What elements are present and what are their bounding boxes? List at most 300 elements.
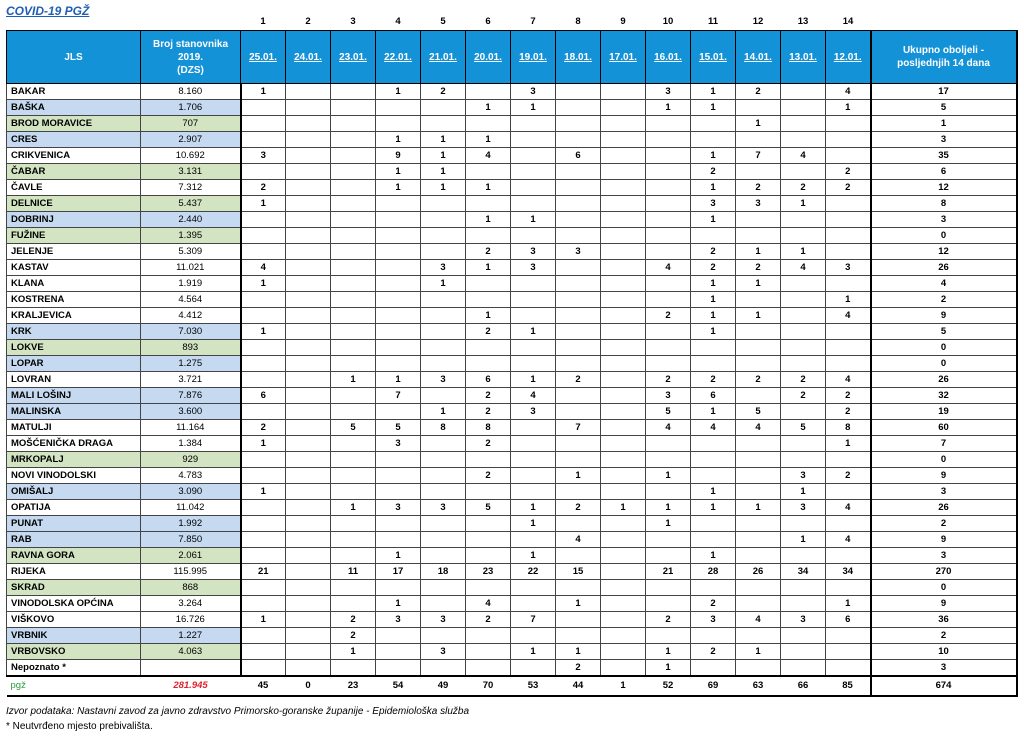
daily-cases-cell <box>466 660 511 677</box>
table-row <box>7 276 1017 292</box>
daily-cases-cell <box>601 196 646 212</box>
sum-daily-cell: 23 <box>331 676 376 696</box>
daily-cases-cell <box>646 164 691 180</box>
daily-cases-cell <box>646 148 691 164</box>
daily-cases-cell: 1 <box>736 644 781 660</box>
daily-cases-cell: 3 <box>421 612 466 628</box>
daily-cases-cell: 2 <box>421 84 466 100</box>
daily-cases-cell: 4 <box>646 420 691 436</box>
daily-cases-cell: 2 <box>331 628 376 644</box>
daily-cases-cell <box>736 628 781 644</box>
municipality-name: KRK <box>7 324 141 340</box>
daily-cases-cell: 1 <box>691 276 736 292</box>
total-cases-cell: 8 <box>871 196 1017 212</box>
daily-cases-cell <box>421 116 466 132</box>
daily-cases-cell: 4 <box>826 308 871 324</box>
daily-cases-cell <box>826 548 871 564</box>
daily-cases-cell <box>331 308 376 324</box>
daily-cases-cell: 1 <box>781 196 826 212</box>
daily-cases-cell <box>601 580 646 596</box>
daily-cases-cell <box>241 164 286 180</box>
daily-cases-cell <box>511 164 556 180</box>
municipality-name: KLANA <box>7 276 141 292</box>
daily-cases-cell <box>511 228 556 244</box>
municipality-name: LOVRAN <box>7 372 141 388</box>
table-row <box>7 100 1017 116</box>
sum-daily-cell: 63 <box>736 676 781 696</box>
table-row <box>7 292 1017 308</box>
daily-cases-cell <box>241 660 286 677</box>
daily-cases-cell <box>736 516 781 532</box>
daily-cases-cell <box>601 628 646 644</box>
daily-cases-cell <box>601 404 646 420</box>
municipality-name: KRALJEVICA <box>7 308 141 324</box>
population-cell: 4.063 <box>141 644 241 660</box>
daily-cases-cell: 23 <box>466 564 511 580</box>
population-cell: 8.160 <box>141 84 241 100</box>
table-row <box>7 452 1017 468</box>
sum-daily-cell: 70 <box>466 676 511 696</box>
daily-cases-cell <box>286 644 331 660</box>
daily-cases-cell <box>421 212 466 228</box>
daily-cases-cell: 3 <box>646 388 691 404</box>
daily-cases-cell <box>286 100 331 116</box>
daily-cases-cell <box>286 500 331 516</box>
population-cell: 11.164 <box>141 420 241 436</box>
daily-cases-cell: 3 <box>511 260 556 276</box>
daily-cases-cell <box>421 292 466 308</box>
daily-cases-cell: 1 <box>376 548 421 564</box>
daily-cases-cell: 1 <box>691 148 736 164</box>
daily-cases-cell: 2 <box>781 180 826 196</box>
daily-cases-cell <box>331 244 376 260</box>
daily-cases-cell <box>421 388 466 404</box>
population-cell: 11.042 <box>141 500 241 516</box>
daily-cases-cell <box>826 580 871 596</box>
daily-cases-cell <box>736 212 781 228</box>
daily-cases-cell: 6 <box>466 372 511 388</box>
daily-cases-cell <box>556 612 601 628</box>
table-row <box>7 612 1017 628</box>
date-header: 17.01. <box>601 31 646 84</box>
daily-cases-cell <box>286 212 331 228</box>
daily-cases-cell <box>826 324 871 340</box>
daily-cases-cell <box>466 292 511 308</box>
daily-cases-cell <box>466 116 511 132</box>
daily-cases-cell <box>781 228 826 244</box>
daily-cases-cell <box>331 260 376 276</box>
daily-cases-cell <box>736 228 781 244</box>
daily-cases-cell <box>736 324 781 340</box>
daily-cases-cell: 2 <box>736 180 781 196</box>
sum-daily-cell: 45 <box>241 676 286 696</box>
table-row <box>7 116 1017 132</box>
total-header-line2: posljednjih 14 dana <box>897 58 990 69</box>
daily-cases-cell <box>466 484 511 500</box>
daily-cases-cell: 6 <box>691 388 736 404</box>
daily-cases-cell <box>646 532 691 548</box>
daily-cases-cell <box>286 516 331 532</box>
daily-cases-cell <box>286 628 331 644</box>
daily-cases-cell <box>331 484 376 500</box>
daily-cases-cell <box>466 580 511 596</box>
daily-cases-cell <box>556 452 601 468</box>
daily-cases-cell: 2 <box>331 612 376 628</box>
municipality-name: CRIKVENICA <box>7 148 141 164</box>
source-note: Izvor podataka: Nastavni zavod za javno zdravstvo Primorsko-goranske županije - Epidemiološka služba <box>6 706 470 717</box>
daily-cases-cell <box>691 516 736 532</box>
daily-cases-cell <box>511 340 556 356</box>
daily-cases-cell: 4 <box>556 532 601 548</box>
daily-cases-cell <box>601 132 646 148</box>
daily-cases-cell: 3 <box>421 500 466 516</box>
daily-cases-cell <box>826 116 871 132</box>
total-cases-cell: 5 <box>871 100 1017 116</box>
daily-cases-cell: 2 <box>466 244 511 260</box>
daily-cases-cell: 3 <box>511 244 556 260</box>
daily-cases-cell: 1 <box>241 436 286 452</box>
daily-cases-cell: 1 <box>691 212 736 228</box>
daily-cases-cell: 2 <box>556 660 601 677</box>
daily-cases-cell: 3 <box>376 436 421 452</box>
daily-cases-cell: 4 <box>736 612 781 628</box>
daily-cases-cell <box>691 436 736 452</box>
table-row <box>7 404 1017 420</box>
daily-cases-cell: 2 <box>781 388 826 404</box>
daily-cases-cell <box>601 548 646 564</box>
daily-cases-cell <box>691 468 736 484</box>
date-header: 18.01. <box>556 31 601 84</box>
daily-cases-cell <box>601 564 646 580</box>
total-cases-cell: 17 <box>871 84 1017 100</box>
sum-daily-cell: 49 <box>421 676 466 696</box>
daily-cases-cell <box>421 436 466 452</box>
daily-cases-cell <box>376 628 421 644</box>
municipality-name: VRBOVSKO <box>7 644 141 660</box>
daily-cases-cell: 1 <box>691 404 736 420</box>
population-cell: 4.412 <box>141 308 241 324</box>
day-number-row <box>7 14 1017 31</box>
population-cell: 1.919 <box>141 276 241 292</box>
daily-cases-cell: 1 <box>646 100 691 116</box>
daily-cases-cell <box>376 292 421 308</box>
daily-cases-cell: 1 <box>511 644 556 660</box>
daily-cases-cell <box>736 468 781 484</box>
daily-cases-cell <box>601 308 646 324</box>
daily-cases-cell <box>286 356 331 372</box>
daily-cases-cell <box>691 532 736 548</box>
daily-cases-cell <box>556 84 601 100</box>
daily-cases-cell <box>511 196 556 212</box>
total-cases-cell: 26 <box>871 260 1017 276</box>
daily-cases-cell <box>781 580 826 596</box>
daily-cases-cell: 5 <box>376 420 421 436</box>
date-header: 13.01. <box>781 31 826 84</box>
table-row <box>7 580 1017 596</box>
population-cell: 1.395 <box>141 228 241 244</box>
population-cell: 707 <box>141 116 241 132</box>
day-number: 4 <box>395 16 401 27</box>
daily-cases-cell: 3 <box>511 84 556 100</box>
unknown-residence-note: * Neutvrđeno mjesto prebivališta. <box>6 721 153 732</box>
table-row <box>7 244 1017 260</box>
daily-cases-cell <box>241 468 286 484</box>
daily-cases-cell <box>511 660 556 677</box>
daily-cases-cell: 21 <box>646 564 691 580</box>
daily-cases-cell <box>556 436 601 452</box>
daily-cases-cell <box>241 644 286 660</box>
daily-cases-cell <box>331 276 376 292</box>
municipality-name: PUNAT <box>7 516 141 532</box>
daily-cases-cell: 2 <box>826 404 871 420</box>
daily-cases-cell <box>376 100 421 116</box>
population-cell: 115.995 <box>141 564 241 580</box>
daily-cases-cell <box>286 292 331 308</box>
daily-cases-cell <box>241 116 286 132</box>
daily-cases-cell: 1 <box>241 484 286 500</box>
daily-cases-cell <box>331 388 376 404</box>
daily-cases-cell: 2 <box>646 612 691 628</box>
daily-cases-cell <box>781 452 826 468</box>
daily-cases-cell <box>331 148 376 164</box>
daily-cases-cell: 1 <box>241 324 286 340</box>
daily-cases-cell <box>826 356 871 372</box>
daily-cases-cell: 1 <box>556 468 601 484</box>
municipality-name: ČAVLE <box>7 180 141 196</box>
population-cell: 1.384 <box>141 436 241 452</box>
daily-cases-cell <box>556 292 601 308</box>
municipality-name: VIŠKOVO <box>7 612 141 628</box>
daily-cases-cell <box>376 228 421 244</box>
daily-cases-cell <box>646 548 691 564</box>
daily-cases-cell <box>286 196 331 212</box>
table-row <box>7 132 1017 148</box>
table-row <box>7 500 1017 516</box>
daily-cases-cell <box>556 212 601 228</box>
sum-daily-cell: 1 <box>601 676 646 696</box>
sum-row <box>7 676 1017 696</box>
daily-cases-cell: 1 <box>331 372 376 388</box>
table-row <box>7 228 1017 244</box>
sum-label: pgž <box>7 676 141 696</box>
daily-cases-cell <box>421 660 466 677</box>
day-number: 14 <box>842 16 854 27</box>
daily-cases-cell <box>511 180 556 196</box>
population-cell: 3.721 <box>141 372 241 388</box>
daily-cases-cell <box>556 404 601 420</box>
total-cases-cell: 3 <box>871 212 1017 228</box>
daily-cases-cell <box>601 212 646 228</box>
total-header-line1: Ukupno oboljeli - <box>902 45 985 56</box>
daily-cases-cell <box>511 580 556 596</box>
daily-cases-cell: 2 <box>646 308 691 324</box>
municipality-name: NOVI VINODOLSKI <box>7 468 141 484</box>
municipality-name: Nepoznato * <box>7 660 141 677</box>
daily-cases-cell: 1 <box>511 548 556 564</box>
population-cell: 7.850 <box>141 532 241 548</box>
daily-cases-cell: 1 <box>691 308 736 324</box>
daily-cases-cell <box>511 532 556 548</box>
daily-cases-cell <box>376 468 421 484</box>
daily-cases-cell: 4 <box>781 260 826 276</box>
daily-cases-cell: 1 <box>556 596 601 612</box>
daily-cases-cell <box>511 420 556 436</box>
daily-cases-cell <box>421 468 466 484</box>
daily-cases-cell <box>241 356 286 372</box>
population-cell: 1.992 <box>141 516 241 532</box>
daily-cases-cell: 1 <box>241 196 286 212</box>
daily-cases-cell <box>691 580 736 596</box>
daily-cases-cell: 18 <box>421 564 466 580</box>
daily-cases-cell <box>691 452 736 468</box>
daily-cases-cell <box>826 132 871 148</box>
table-row <box>7 164 1017 180</box>
total-cases-cell: 270 <box>871 564 1017 580</box>
daily-cases-cell <box>286 660 331 677</box>
day-number: 8 <box>575 16 581 27</box>
daily-cases-cell <box>331 596 376 612</box>
sum-population: 281.945 <box>141 676 241 696</box>
daily-cases-cell <box>286 548 331 564</box>
daily-cases-cell <box>736 484 781 500</box>
daily-cases-cell: 2 <box>646 372 691 388</box>
daily-cases-cell: 1 <box>376 180 421 196</box>
population-cell: 7.876 <box>141 388 241 404</box>
daily-cases-cell: 2 <box>826 164 871 180</box>
daily-cases-cell <box>691 116 736 132</box>
total-cases-cell: 0 <box>871 580 1017 596</box>
daily-cases-cell <box>286 388 331 404</box>
municipality-name: LOKVE <box>7 340 141 356</box>
daily-cases-cell: 3 <box>826 260 871 276</box>
daily-cases-cell: 1 <box>511 500 556 516</box>
daily-cases-cell <box>781 276 826 292</box>
daily-cases-cell: 2 <box>466 612 511 628</box>
daily-cases-cell: 4 <box>781 148 826 164</box>
daily-cases-cell <box>331 292 376 308</box>
daily-cases-cell <box>601 420 646 436</box>
daily-cases-cell: 3 <box>646 84 691 100</box>
daily-cases-cell <box>376 660 421 677</box>
daily-cases-cell <box>781 340 826 356</box>
total-cases-cell: 7 <box>871 436 1017 452</box>
sum-daily-cell: 0 <box>286 676 331 696</box>
total-cases-cell: 0 <box>871 356 1017 372</box>
daily-cases-cell <box>556 100 601 116</box>
daily-cases-cell <box>376 276 421 292</box>
day-number: 1 <box>260 16 266 27</box>
daily-cases-cell <box>646 180 691 196</box>
daily-cases-cell: 3 <box>691 612 736 628</box>
daily-cases-cell <box>826 452 871 468</box>
daily-cases-cell <box>781 516 826 532</box>
daily-cases-cell <box>736 436 781 452</box>
daily-cases-cell <box>421 580 466 596</box>
daily-cases-cell <box>556 180 601 196</box>
daily-cases-cell <box>646 484 691 500</box>
table-row <box>7 660 1017 677</box>
daily-cases-cell: 1 <box>736 116 781 132</box>
daily-cases-cell <box>511 116 556 132</box>
total-cases-cell: 6 <box>871 164 1017 180</box>
table-row <box>7 628 1017 644</box>
daily-cases-cell <box>286 404 331 420</box>
population-cell: 5.437 <box>141 196 241 212</box>
daily-cases-cell <box>241 628 286 644</box>
daily-cases-cell <box>241 292 286 308</box>
daily-cases-cell: 2 <box>781 372 826 388</box>
daily-cases-cell <box>376 580 421 596</box>
municipality-name: FUŽINE <box>7 228 141 244</box>
daily-cases-cell <box>241 228 286 244</box>
daily-cases-cell: 2 <box>826 180 871 196</box>
population-cell: 10.692 <box>141 148 241 164</box>
municipality-name: DELNICE <box>7 196 141 212</box>
daily-cases-cell <box>646 116 691 132</box>
table-row <box>7 180 1017 196</box>
daily-cases-cell <box>241 580 286 596</box>
total-cases-cell: 4 <box>871 276 1017 292</box>
daily-cases-cell: 7 <box>736 148 781 164</box>
population-cell: 2.440 <box>141 212 241 228</box>
total-cases-cell: 1 <box>871 116 1017 132</box>
daily-cases-cell: 1 <box>376 84 421 100</box>
footer <box>6 704 469 734</box>
covid-table <box>6 14 1018 697</box>
table-row <box>7 84 1017 100</box>
daily-cases-cell <box>376 644 421 660</box>
daily-cases-cell <box>331 212 376 228</box>
day-number: 9 <box>620 16 626 27</box>
daily-cases-cell <box>556 628 601 644</box>
daily-cases-cell <box>286 340 331 356</box>
daily-cases-cell <box>736 292 781 308</box>
daily-cases-cell <box>241 548 286 564</box>
daily-cases-cell <box>376 532 421 548</box>
daily-cases-cell <box>421 228 466 244</box>
population-cell: 7.030 <box>141 324 241 340</box>
daily-cases-cell: 1 <box>376 164 421 180</box>
daily-cases-cell <box>781 164 826 180</box>
total-cases-cell: 3 <box>871 132 1017 148</box>
daily-cases-cell <box>331 468 376 484</box>
daily-cases-cell: 7 <box>376 388 421 404</box>
daily-cases-cell: 22 <box>511 564 556 580</box>
population-cell: 4.564 <box>141 292 241 308</box>
daily-cases-cell <box>241 132 286 148</box>
daily-cases-cell: 1 <box>736 244 781 260</box>
daily-cases-cell <box>646 356 691 372</box>
daily-cases-cell <box>826 196 871 212</box>
table-row <box>7 596 1017 612</box>
population-cell: 929 <box>141 452 241 468</box>
daily-cases-cell <box>826 660 871 677</box>
daily-cases-cell <box>601 340 646 356</box>
daily-cases-cell <box>466 516 511 532</box>
municipality-name: DOBRINJ <box>7 212 141 228</box>
daily-cases-cell <box>466 228 511 244</box>
daily-cases-cell: 2 <box>826 468 871 484</box>
daily-cases-cell <box>781 548 826 564</box>
population-cell: 5.309 <box>141 244 241 260</box>
table-row <box>7 420 1017 436</box>
total-cases-cell: 36 <box>871 612 1017 628</box>
daily-cases-cell <box>736 548 781 564</box>
daily-cases-cell: 3 <box>691 196 736 212</box>
total-cases-cell: 9 <box>871 532 1017 548</box>
daily-cases-cell: 17 <box>376 564 421 580</box>
daily-cases-cell <box>466 196 511 212</box>
